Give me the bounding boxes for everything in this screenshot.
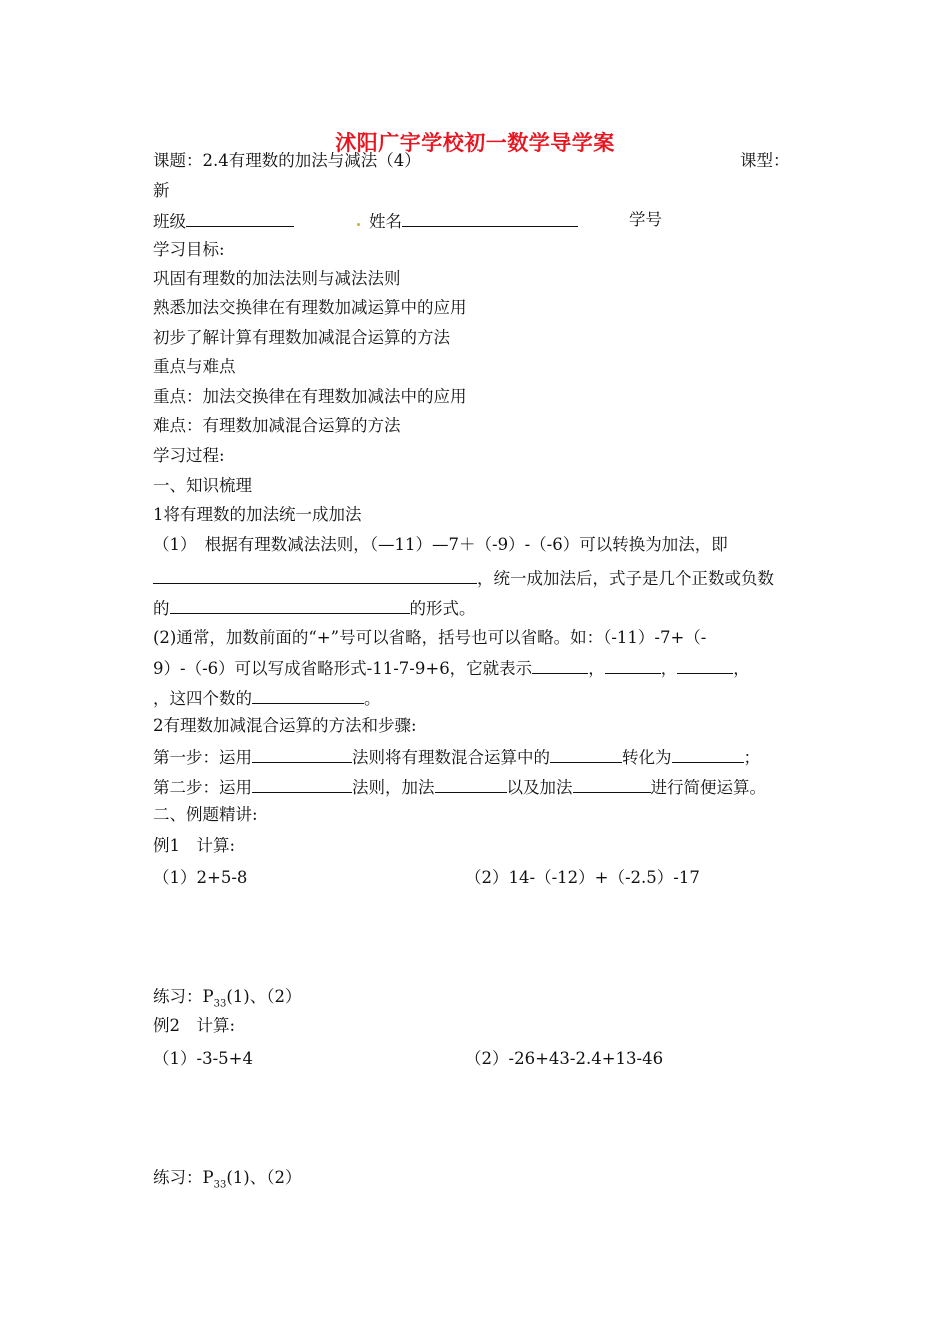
paragraph-text: 的: [153, 599, 170, 618]
step-text: 进行简便运算。: [650, 778, 766, 797]
practice-page: 33: [213, 1179, 227, 1191]
item-title: 1将有理数的加法统一成加法: [153, 505, 362, 524]
name-field: [369, 210, 578, 232]
example-question: （1）-3-5+4: [153, 1049, 253, 1068]
step-line: [153, 746, 760, 768]
example-title: 例2 计算:: [153, 1016, 236, 1035]
key-point: 重点：加法交换律在有理数加减法中的应用: [153, 387, 467, 406]
separator: ，: [733, 659, 750, 678]
example-question: （1）2+5-8: [153, 868, 248, 887]
step-text: 第二步：运用: [153, 778, 252, 797]
practice-label: 练习：P: [153, 987, 214, 1006]
page-title: 沭阳广宇学校初一数学导学案: [335, 131, 615, 155]
name-blank[interactable]: [402, 210, 578, 227]
answer-blank[interactable]: [252, 687, 364, 704]
id-label: 学号: [629, 210, 662, 229]
dot-mark: [357, 223, 360, 226]
answer-blank[interactable]: [532, 657, 588, 674]
paragraph-line: [153, 597, 476, 619]
answer-blank[interactable]: [170, 597, 410, 614]
step-line: [153, 776, 766, 798]
practice-label: 练习：P: [153, 1168, 214, 1187]
lesson-line: [153, 151, 789, 171]
class-label: 班级: [153, 212, 186, 231]
paragraph-text: 9）-（-6）可以写成省略形式-11-7-9+6，它就表示: [153, 659, 533, 678]
goal-item: 巩固有理数的加法法则与减法法则: [153, 269, 401, 288]
paragraph-line: [153, 657, 750, 679]
topic-label: 课题：: [153, 151, 203, 170]
paragraph-line: [153, 687, 381, 709]
type-label: 课型：: [740, 151, 790, 170]
paragraph-text: 。: [364, 689, 381, 708]
example-question: （2）-26+43-2.4+13-46: [465, 1049, 664, 1068]
goal-item: 熟悉加法交换律在有理数加减运算中的应用: [153, 298, 467, 317]
step-text: 转化为: [622, 748, 672, 767]
separator: ，: [660, 659, 678, 678]
answer-blank[interactable]: [677, 657, 733, 674]
lesson-type: 新: [153, 181, 170, 200]
difficulty: 难点：有理数加减混合运算的方法: [153, 416, 401, 435]
name-label: 姓名: [369, 212, 402, 231]
answer-blank[interactable]: [605, 657, 661, 674]
goals-heading: 学习目标:: [153, 240, 225, 259]
section-heading: 二、例题精讲:: [153, 805, 258, 824]
answer-blank[interactable]: [550, 746, 622, 763]
paragraph-text: 的形式。: [409, 599, 476, 618]
process-heading: 学习过程:: [153, 446, 225, 465]
practice-items: (1)、（2）: [226, 1168, 302, 1187]
answer-blank[interactable]: [252, 746, 352, 763]
step-text: 法则将有理数混合运算中的: [352, 748, 550, 767]
item-title: 2有理数加减混合运算的方法和步骤:: [153, 716, 417, 735]
paragraph-text: ，这四个数的: [153, 689, 252, 708]
practice-page: 33: [213, 998, 227, 1010]
example-title: 例1 计算:: [153, 836, 236, 855]
paragraph-line: (2)通常，加数前面的“+”号可以省略，括号也可以省略。如：（-11）-7+（-: [153, 628, 707, 647]
student-info: [153, 210, 753, 232]
separator: ，: [588, 659, 605, 678]
practice-line: [153, 987, 301, 1014]
practice-items: (1)、（2）: [226, 987, 302, 1006]
class-blank[interactable]: [186, 210, 294, 227]
paragraph-line: （1） 根据有理数减法法则，（—11）—7＋（-9）-（-6）可以转换为加法，即: [153, 535, 728, 554]
answer-blank[interactable]: [435, 776, 507, 793]
step-text: 以及加法: [506, 778, 573, 797]
answer-blank[interactable]: [672, 746, 744, 763]
answer-blank[interactable]: [573, 776, 651, 793]
answer-blank[interactable]: [153, 567, 477, 584]
answer-blank[interactable]: [252, 776, 352, 793]
paragraph-text: ，统一成加法后，式子是几个正数或负数: [477, 569, 774, 588]
practice-line: [153, 1168, 301, 1195]
paragraph-line: [153, 567, 774, 589]
key-heading: 重点与难点: [153, 357, 236, 376]
section-heading: 一、知识梳理: [153, 476, 252, 495]
step-text: 法则，加法: [352, 778, 435, 797]
step-text: ；: [743, 748, 760, 767]
example-question: （2）14-（-12）+（-2.5）-17: [465, 868, 700, 887]
goal-item: 初步了解计算有理数加减混合运算的方法: [153, 328, 450, 347]
topic-text: 2.4有理数的加法与减法（4）: [202, 151, 421, 170]
step-text: 第一步：运用: [153, 748, 252, 767]
